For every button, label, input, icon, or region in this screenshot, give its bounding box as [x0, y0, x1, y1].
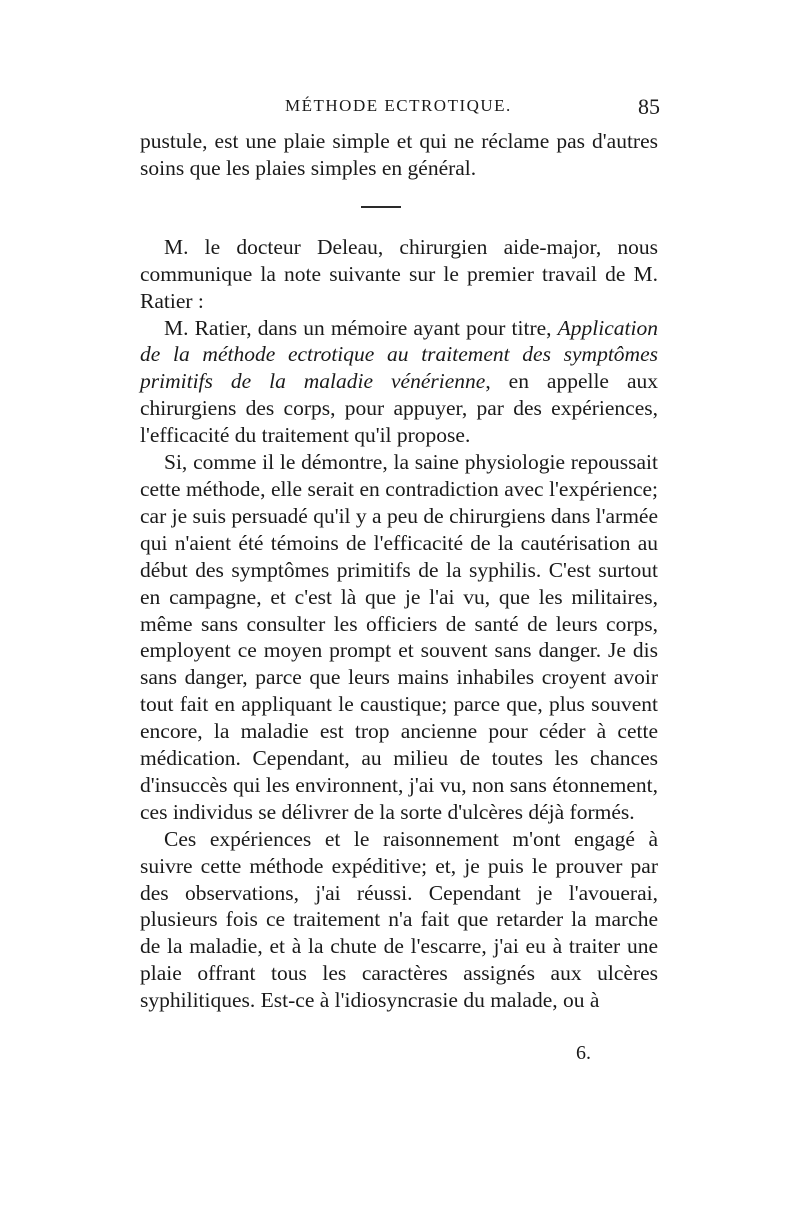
divider-rule [361, 206, 401, 208]
paragraph-physiology: Si, comme il le démontre, la saine physiologie repoussait cette méthode, elle serait en contradiction avec l'expérience; car je suis persuadé qu'il y a peu de chirurgiens dans l'armée qui n'aient été témoins de l'efficacité de la cautérisation au début des symptômes primitifs de la syphilis. C'est surtout en campagne, et c'est là que je l'ai vu, que les militaires, même sans consulter les officiers de santé de leurs corps, employent ce moyen prompt et souvent sans danger. Je dis sans danger, parce que leurs mains inhabiles croyent avoir tout fait en appliquant le caustique; parce que, plus souvent encore, la maladie est trop ancienne pour céder à cette médication. Cependant, au milieu de toutes les chances d'insuccès qui les environnent, j'ai vu, non sans étonnement, ces individus se délivrer de la sorte d'ulcères déjà formés. [140, 450, 658, 824]
paragraph-continuation: pustule, est une plaie simple et qui ne réclame pas d'autres soins que les plaies simples en général. [140, 129, 658, 180]
running-title: MÉTHODE ECTROTIQUE. [285, 96, 512, 115]
page-header [140, 96, 660, 124]
text-block [140, 128, 658, 1014]
section-divider [140, 182, 658, 234]
paragraph-experiences: Ces expériences et le raisonnement m'ont engagé à suivre cette méthode expéditive; et, je puis le prouver par des observations, j'ai réussi. Cependant je l'avouerai, plusieurs fois ce traitement n'a fait que retarder la marche de la maladie, et à la chute de l'escarre, j'ai eu à traiter une plaie offrant tous les caractères assignés aux ulcères syphilitiques. Est-ce à l'idiosyncrasie du malade, ou à [140, 826, 658, 1013]
paragraph-intro: M. le docteur Deleau, chirurgien aide-major, nous communique la note suivante sur le premier travail de M. Ratier : [140, 234, 658, 313]
paragraph-ratier [140, 315, 658, 450]
paragraph-ratier-tail: , en appelle aux chirurgiens des corps, pour appuyer, par des expériences, l'efficacité du traitement qu'il propose. [140, 369, 658, 448]
memoir-title: Application de la méthode ectrotique au traitement des symptômes primitifs de la maladie vénérienne [140, 315, 658, 394]
signature-mark: 6. [576, 1042, 591, 1064]
page-number: 85 [638, 94, 660, 119]
paragraph-ratier-lead: M. Ratier, dans un mémoire ayant pour titre, [164, 315, 558, 340]
